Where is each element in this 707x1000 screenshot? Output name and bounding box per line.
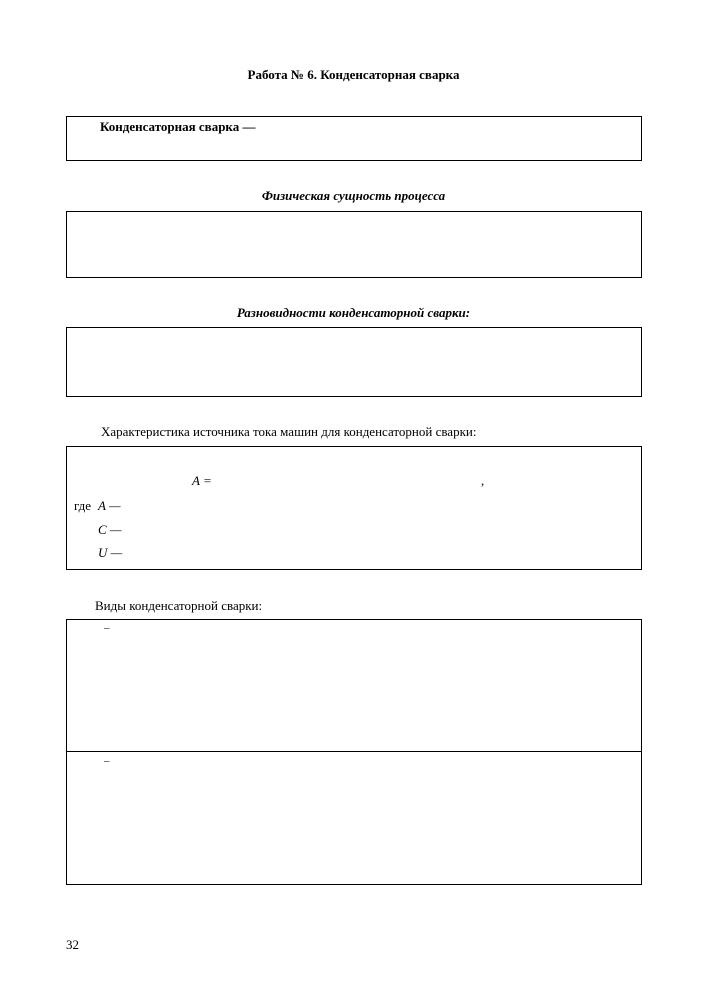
current-source-box: [66, 446, 642, 570]
welding-types-heading: Виды конденсаторной сварки:: [95, 598, 263, 613]
varieties-heading: Разновидности конденсаторной сварки:: [236, 305, 471, 320]
welding-type-box-1[interactable]: [66, 619, 642, 752]
welding-type-dash-2: –: [104, 755, 110, 767]
page-number: 32: [66, 937, 79, 952]
current-source-heading: Характеристика источника тока машин для конденсаторной сварки:: [101, 424, 477, 439]
formula-end: ,: [481, 473, 485, 488]
variable-c: C —: [98, 522, 122, 537]
physical-essence-heading: Физическая сущность процесса: [261, 188, 446, 203]
welding-type-dash-1: –: [104, 622, 110, 634]
variable-u: U —: [98, 545, 123, 560]
physical-essence-box[interactable]: [66, 211, 642, 278]
page-title: Работа № 6. Конденсаторная сварка: [247, 67, 460, 82]
varieties-box[interactable]: [66, 327, 642, 397]
variable-a: A —: [98, 498, 121, 513]
definition-term: Конденсаторная сварка —: [100, 119, 256, 134]
welding-type-box-2[interactable]: [66, 751, 642, 885]
formula-lhs: A =: [192, 473, 212, 488]
where-label: где: [74, 498, 92, 513]
